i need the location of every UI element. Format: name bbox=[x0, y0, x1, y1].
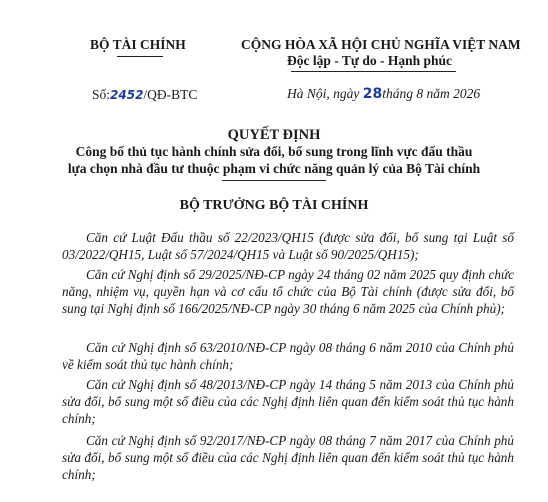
decision-subtitle-line-1: Công bố thủ tục hành chính sửa đổi, bổ sung trong lĩnh vực đấu thầu bbox=[75, 144, 473, 159]
document-number bbox=[92, 87, 197, 103]
legal-basis-paragraph-2: Căn cứ Nghị định số 29/2025/NĐ-CP ngày 24 tháng 02 năm 2025 quy định chức năng, nhiệm vụ, quyền hạn và cơ cấu tổ chức của Bộ Tài chính (được sửa đổi, bổ sung tại Nghị định số 166/2025/NĐ-CP ngày 30 tháng 6 năm 2025 của Chính phủ); bbox=[62, 267, 514, 317]
handwritten-day: 28 bbox=[362, 86, 383, 102]
subtitle-underline bbox=[222, 180, 326, 181]
decision-subtitle-line-2: lựa chọn nhà đầu tư thuộc phạm vi chức năng quản lý của Bộ Tài chính bbox=[67, 161, 481, 176]
legal-basis-paragraph-4: Căn cứ Nghị định số 48/2013/NĐ-CP ngày 14 tháng 5 năm 2013 của Chính phủ sửa đổi, bổ sung một số điều của các Nghị định liên quan đến kiểm soát thủ tục hành chính; bbox=[62, 377, 514, 427]
handwritten-number: 2452 bbox=[110, 88, 144, 102]
agency-underline bbox=[117, 56, 163, 57]
issue-date bbox=[287, 86, 480, 102]
number-suffix: /QĐ-BTC bbox=[143, 87, 198, 102]
legal-basis-paragraph-1: Căn cứ Luật Đấu thầu số 22/2023/QH15 (được sửa đổi, bổ sung tại Luật số 03/2022/QH15, Luật số 57/2024/QH15 và Luật số 90/2025/QH15); bbox=[62, 230, 514, 263]
motto-underline bbox=[291, 71, 456, 72]
decision-title: QUYẾT ĐỊNH bbox=[227, 127, 321, 143]
national-motto: Độc lập - Tự do - Hạnh phúc bbox=[287, 53, 453, 68]
national-title: CỘNG HÒA XÃ HỘI CHỦ NGHĨA VIỆT NAM bbox=[241, 37, 521, 52]
number-prefix: Số: bbox=[92, 87, 111, 102]
legal-basis-paragraph-5: Căn cứ Nghị định số 92/2017/NĐ-CP ngày 08 tháng 7 năm 2017 của Chính phủ sửa đổi, bổ sung một số điều của các Nghị định liên quan đến kiểm soát thủ tục hành chính; bbox=[62, 433, 514, 483]
authority-heading: BỘ TRƯỞNG BỘ TÀI CHÍNH bbox=[179, 198, 369, 213]
date-prefix: Hà Nội, ngày bbox=[287, 86, 360, 101]
legal-basis-paragraph-3: Căn cứ Nghị định số 63/2010/NĐ-CP ngày 08 tháng 6 năm 2010 của Chính phủ về kiểm soát thủ tục hành chính; bbox=[62, 340, 514, 373]
date-suffix: tháng 8 năm 2026 bbox=[382, 86, 481, 101]
issuing-agency: BỘ TÀI CHÍNH bbox=[90, 37, 186, 52]
